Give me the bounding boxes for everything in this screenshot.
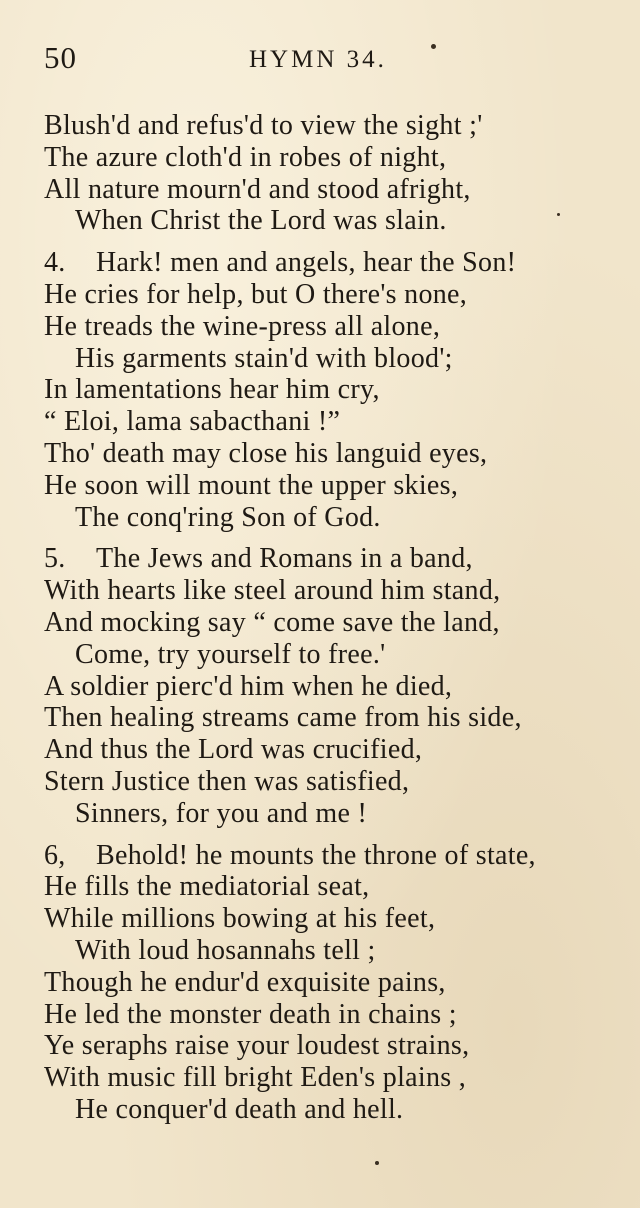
verse-text: Behold! he mounts the throne of state, — [96, 839, 536, 871]
verse-line: He soon will mount the upper skies, — [44, 469, 459, 501]
verse-line — [44, 543, 634, 575]
ink-speck — [557, 213, 560, 216]
hymn-text — [44, 110, 634, 1126]
verse-line: Then healing streams came from his side, — [44, 702, 522, 734]
verse-text: The Jews and Romans in a band, — [96, 543, 473, 575]
stanza-number: 5. — [44, 543, 66, 575]
verse-line-indented: When Christ the Lord was slain. — [75, 205, 447, 237]
page-header — [44, 40, 604, 90]
verse-line-indented: He conquer'd death and hell. — [75, 1093, 404, 1125]
verse-line: While millions bowing at his feet, — [44, 903, 436, 935]
verse-line: And thus the Lord was crucified, — [44, 734, 423, 766]
verse-line: Tho' death may close his languid eyes, — [44, 437, 488, 469]
stanza-continuation — [44, 110, 634, 237]
verse-line-indented: The conq'ring Son of God. — [75, 501, 381, 533]
verse-line-indented: His garments stain'd with blood'; — [75, 342, 453, 374]
verse-line: The azure cloth'd in robes of night, — [44, 141, 447, 173]
stanza-6 — [44, 840, 634, 1126]
stanza-5 — [44, 543, 634, 829]
verse-line: With hearts like steel around him stand, — [44, 575, 501, 607]
verse-line: All nature mourn'd and stood afright, — [44, 173, 471, 205]
verse-line: He fills the mediatorial seat, — [44, 871, 370, 903]
verse-line: Stern Justice then was satisfied, — [44, 765, 410, 797]
verse-line — [44, 247, 634, 279]
verse-line: Though he endur'd exquisite pains, — [44, 966, 446, 998]
verse-line: He treads the wine-press all alone, — [44, 310, 441, 342]
verse-line: In lamentations hear him cry, — [44, 374, 380, 406]
page-number: 50 — [44, 40, 77, 75]
verse-line — [44, 840, 634, 872]
running-title: HYMN 34. — [249, 46, 387, 73]
verse-text: Hark! men and angels, hear the Son! — [96, 247, 517, 279]
verse-line: Ye seraphs raise your loudest strains, — [44, 1030, 470, 1062]
ink-speck — [431, 44, 436, 49]
verse-line: He led the monster death in chains ; — [44, 998, 457, 1030]
ink-speck — [375, 1161, 379, 1165]
stanza-4 — [44, 247, 634, 533]
verse-line-indented: Sinners, for you and me ! — [75, 797, 368, 829]
verse-line-indented: Come, try yourself to free.' — [75, 638, 386, 670]
verse-line: With music fill bright Eden's plains , — [44, 1062, 467, 1094]
verse-line: Blush'd and refus'd to view the sight ;' — [44, 110, 483, 141]
verse-line: A soldier pierc'd him when he died, — [44, 670, 453, 702]
verse-line-indented: With loud hosannahs tell ; — [75, 934, 376, 966]
verse-line: “ Eloi, lama sabacthani !” — [44, 406, 341, 438]
stanza-number: 4. — [44, 247, 66, 279]
stanza-number: 6, — [44, 839, 66, 871]
verse-line: And mocking say “ come save the land, — [44, 606, 500, 638]
verse-line: He cries for help, but O there's none, — [44, 278, 468, 310]
